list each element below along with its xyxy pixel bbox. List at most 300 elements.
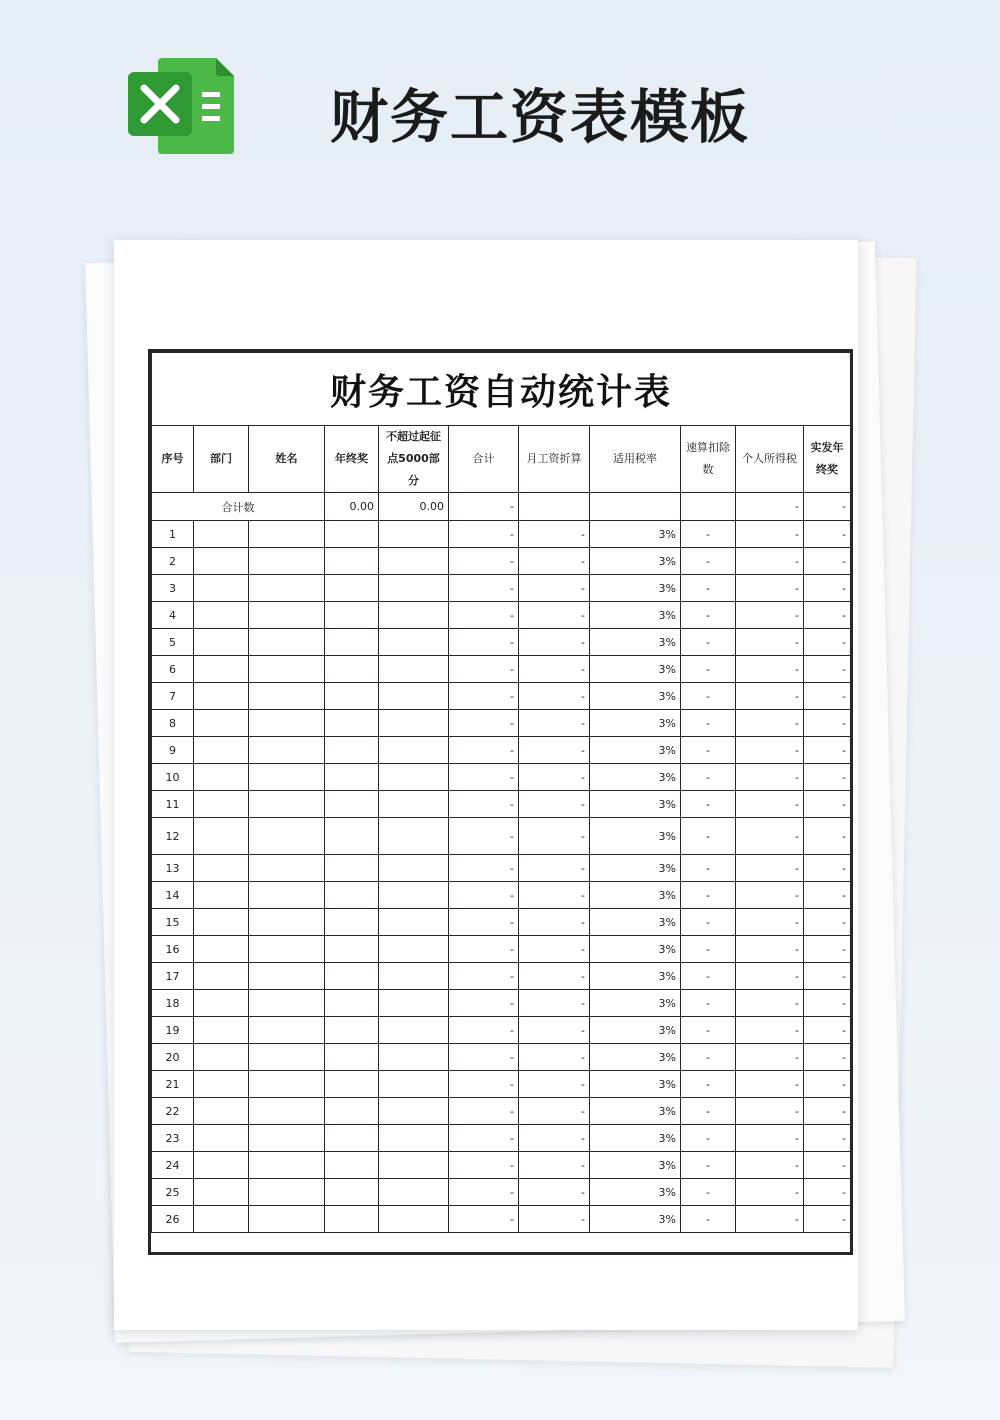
department-cell[interactable] [194,1152,249,1179]
deduction-cell[interactable]: - [681,521,736,548]
tax-rate-cell[interactable]: 3% [590,963,681,990]
income-tax-cell[interactable]: - [736,936,804,963]
income-tax-cell[interactable]: - [736,882,804,909]
name-cell[interactable] [249,1179,325,1206]
net-bonus-cell[interactable]: - [804,855,851,882]
row-number-cell[interactable]: 4 [152,602,194,629]
annual-bonus-cell[interactable] [325,548,379,575]
tax-rate-cell[interactable]: 3% [590,629,681,656]
name-cell[interactable] [249,882,325,909]
net-bonus-cell[interactable]: - [804,882,851,909]
total-cell[interactable]: - [449,575,519,602]
total-cell[interactable]: - [449,1206,519,1233]
row-number-cell[interactable]: 2 [152,548,194,575]
monthly-cell[interactable]: - [519,710,590,737]
name-cell[interactable] [249,602,325,629]
name-cell[interactable] [249,1206,325,1233]
net-bonus-cell[interactable]: - [804,1125,851,1152]
net-bonus-cell[interactable]: - [804,818,851,855]
row-number-cell[interactable]: 25 [152,1179,194,1206]
annual-bonus-cell[interactable] [325,1071,379,1098]
row-number-cell[interactable]: 11 [152,791,194,818]
tax-rate-cell[interactable]: 3% [590,710,681,737]
total-cell[interactable]: - [449,963,519,990]
table-row [152,710,851,737]
net-bonus-cell[interactable]: - [804,909,851,936]
net-bonus-cell[interactable]: - [804,656,851,683]
name-cell[interactable] [249,1098,325,1125]
row-number-cell[interactable]: 7 [152,683,194,710]
monthly-cell[interactable]: - [519,575,590,602]
deduction-cell[interactable]: - [681,764,736,791]
tax-rate-cell[interactable]: 3% [590,990,681,1017]
department-cell[interactable] [194,548,249,575]
name-cell[interactable] [249,1125,325,1152]
row-number-cell[interactable]: 21 [152,1071,194,1098]
income-tax-cell[interactable]: - [736,791,804,818]
net-bonus-cell[interactable]: - [804,791,851,818]
net-bonus-cell[interactable]: - [804,521,851,548]
below-threshold-cell[interactable] [379,1098,449,1125]
name-cell[interactable] [249,683,325,710]
deduction-cell[interactable]: - [681,1098,736,1125]
below-threshold-cell[interactable] [379,855,449,882]
total-cell[interactable]: - [449,1017,519,1044]
net-bonus-cell[interactable]: - [804,602,851,629]
net-bonus-cell[interactable]: - [804,990,851,1017]
deduction-cell[interactable]: - [681,1152,736,1179]
department-cell[interactable] [194,1125,249,1152]
tax-rate-cell[interactable]: 3% [590,791,681,818]
deduction-cell[interactable]: - [681,683,736,710]
net-bonus-cell[interactable]: - [804,1206,851,1233]
net-bonus-cell[interactable]: - [804,737,851,764]
tax-rate-cell[interactable]: 3% [590,764,681,791]
income-tax-cell[interactable]: - [736,1206,804,1233]
annual-bonus-cell[interactable] [325,963,379,990]
monthly-cell[interactable]: - [519,683,590,710]
row-number-cell[interactable]: 3 [152,575,194,602]
below-threshold-cell[interactable] [379,656,449,683]
name-cell[interactable] [249,791,325,818]
monthly-cell[interactable]: - [519,990,590,1017]
row-number-cell[interactable]: 12 [152,818,194,855]
monthly-cell[interactable]: - [519,1179,590,1206]
income-tax-cell[interactable]: - [736,656,804,683]
deduction-cell[interactable]: - [681,990,736,1017]
department-cell[interactable] [194,575,249,602]
deduction-cell[interactable]: - [681,818,736,855]
annual-bonus-cell[interactable] [325,521,379,548]
total-cell[interactable]: - [449,602,519,629]
department-cell[interactable] [194,1179,249,1206]
below-threshold-cell[interactable] [379,548,449,575]
row-number-cell[interactable]: 17 [152,963,194,990]
income-tax-cell[interactable]: - [736,575,804,602]
net-bonus-cell[interactable]: - [804,936,851,963]
row-number-cell[interactable]: 24 [152,1152,194,1179]
below-threshold-cell[interactable] [379,990,449,1017]
deduction-cell[interactable]: - [681,602,736,629]
total-cell[interactable]: - [449,629,519,656]
total-cell[interactable]: - [449,521,519,548]
below-threshold-cell[interactable] [379,602,449,629]
annual-bonus-cell[interactable] [325,855,379,882]
income-tax-cell[interactable]: - [736,1098,804,1125]
deduction-cell[interactable]: - [681,1125,736,1152]
below-threshold-cell[interactable] [379,737,449,764]
annual-bonus-cell[interactable] [325,656,379,683]
net-bonus-cell[interactable]: - [804,963,851,990]
tax-rate-cell[interactable]: 3% [590,936,681,963]
income-tax-cell[interactable]: - [736,818,804,855]
total-cell[interactable]: - [449,791,519,818]
name-cell[interactable] [249,656,325,683]
income-tax-cell[interactable]: - [736,963,804,990]
net-bonus-cell[interactable]: - [804,1152,851,1179]
name-cell[interactable] [249,963,325,990]
below-threshold-cell[interactable] [379,1044,449,1071]
department-cell[interactable] [194,990,249,1017]
deduction-cell[interactable]: - [681,909,736,936]
name-cell[interactable] [249,936,325,963]
summary-net[interactable]: - [804,493,851,521]
annual-bonus-cell[interactable] [325,737,379,764]
total-cell[interactable]: - [449,1071,519,1098]
name-cell[interactable] [249,575,325,602]
monthly-cell[interactable]: - [519,1125,590,1152]
row-number-cell[interactable]: 6 [152,656,194,683]
annual-bonus-cell[interactable] [325,629,379,656]
department-cell[interactable] [194,936,249,963]
monthly-cell[interactable]: - [519,737,590,764]
name-cell[interactable] [249,1044,325,1071]
department-cell[interactable] [194,764,249,791]
name-cell[interactable] [249,990,325,1017]
row-number-cell[interactable]: 1 [152,521,194,548]
monthly-cell[interactable]: - [519,656,590,683]
row-number-cell[interactable]: 9 [152,737,194,764]
tax-rate-cell[interactable]: 3% [590,1098,681,1125]
tax-rate-cell[interactable]: 3% [590,1125,681,1152]
row-number-cell[interactable]: 26 [152,1206,194,1233]
total-cell[interactable]: - [449,1125,519,1152]
monthly-cell[interactable]: - [519,1071,590,1098]
name-cell[interactable] [249,1071,325,1098]
below-threshold-cell[interactable] [379,936,449,963]
tax-rate-cell[interactable]: 3% [590,656,681,683]
table-row [152,855,851,882]
income-tax-cell[interactable]: - [736,1152,804,1179]
below-threshold-cell[interactable] [379,882,449,909]
net-bonus-cell[interactable]: - [804,1071,851,1098]
deduction-cell[interactable]: - [681,1206,736,1233]
total-cell[interactable]: - [449,764,519,791]
below-threshold-cell[interactable] [379,1017,449,1044]
department-cell[interactable] [194,602,249,629]
annual-bonus-cell[interactable] [325,1125,379,1152]
net-bonus-cell[interactable]: - [804,1098,851,1125]
row-number-cell[interactable]: 14 [152,882,194,909]
row-number-cell[interactable]: 23 [152,1125,194,1152]
tax-rate-cell[interactable]: 3% [590,1179,681,1206]
annual-bonus-cell[interactable] [325,936,379,963]
annual-bonus-cell[interactable] [325,575,379,602]
income-tax-cell[interactable]: - [736,764,804,791]
department-cell[interactable] [194,1206,249,1233]
annual-bonus-cell[interactable] [325,882,379,909]
department-cell[interactable] [194,1071,249,1098]
summary-annual-bonus[interactable]: 0.00 [325,493,379,521]
below-threshold-cell[interactable] [379,909,449,936]
row-number-cell[interactable]: 13 [152,855,194,882]
annual-bonus-cell[interactable] [325,764,379,791]
row-number-cell[interactable]: 5 [152,629,194,656]
total-cell[interactable]: - [449,990,519,1017]
net-bonus-cell[interactable]: - [804,683,851,710]
annual-bonus-cell[interactable] [325,1152,379,1179]
below-threshold-cell[interactable] [379,1179,449,1206]
below-threshold-cell[interactable] [379,818,449,855]
annual-bonus-cell[interactable] [325,909,379,936]
table-row [152,683,851,710]
deduction-cell[interactable]: - [681,882,736,909]
monthly-cell[interactable]: - [519,764,590,791]
deduction-cell[interactable]: - [681,629,736,656]
total-cell[interactable]: - [449,855,519,882]
department-cell[interactable] [194,855,249,882]
department-cell[interactable] [194,737,249,764]
below-threshold-cell[interactable] [379,1071,449,1098]
name-cell[interactable] [249,548,325,575]
monthly-cell[interactable]: - [519,963,590,990]
name-cell[interactable] [249,629,325,656]
annual-bonus-cell[interactable] [325,1044,379,1071]
income-tax-cell[interactable]: - [736,855,804,882]
monthly-cell[interactable]: - [519,1206,590,1233]
row-number-cell[interactable]: 18 [152,990,194,1017]
below-threshold-cell[interactable] [379,1125,449,1152]
income-tax-cell[interactable]: - [736,1044,804,1071]
below-threshold-cell[interactable] [379,629,449,656]
net-bonus-cell[interactable]: - [804,575,851,602]
total-cell[interactable]: - [449,882,519,909]
monthly-cell[interactable]: - [519,791,590,818]
income-tax-cell[interactable]: - [736,683,804,710]
income-tax-cell[interactable]: - [736,1017,804,1044]
department-cell[interactable] [194,629,249,656]
name-cell[interactable] [249,1152,325,1179]
table-row [152,936,851,963]
monthly-cell[interactable]: - [519,855,590,882]
name-cell[interactable] [249,818,325,855]
total-cell[interactable]: - [449,936,519,963]
deduction-cell[interactable]: - [681,855,736,882]
summary-total[interactable]: - [449,493,519,521]
tax-rate-cell[interactable]: 3% [590,818,681,855]
annual-bonus-cell[interactable] [325,710,379,737]
department-cell[interactable] [194,1044,249,1071]
name-cell[interactable] [249,855,325,882]
income-tax-cell[interactable]: - [736,521,804,548]
annual-bonus-cell[interactable] [325,791,379,818]
income-tax-cell[interactable]: - [736,909,804,936]
deduction-cell[interactable]: - [681,656,736,683]
summary-cell[interactable] [590,493,681,521]
tax-rate-cell[interactable]: 3% [590,909,681,936]
table-row [152,1206,851,1233]
department-cell[interactable] [194,882,249,909]
below-threshold-cell[interactable] [379,710,449,737]
annual-bonus-cell[interactable] [325,602,379,629]
deduction-cell[interactable]: - [681,548,736,575]
name-cell[interactable] [249,1017,325,1044]
total-cell[interactable]: - [449,548,519,575]
tax-rate-cell[interactable]: 3% [590,1071,681,1098]
department-cell[interactable] [194,818,249,855]
department-cell[interactable] [194,521,249,548]
monthly-cell[interactable]: - [519,1098,590,1125]
annual-bonus-cell[interactable] [325,818,379,855]
row-number-cell[interactable]: 16 [152,936,194,963]
net-bonus-cell[interactable]: - [804,548,851,575]
below-threshold-cell[interactable] [379,1152,449,1179]
total-cell[interactable]: - [449,1044,519,1071]
department-cell[interactable] [194,683,249,710]
income-tax-cell[interactable]: - [736,602,804,629]
tax-rate-cell[interactable]: 3% [590,1206,681,1233]
deduction-cell[interactable]: - [681,963,736,990]
annual-bonus-cell[interactable] [325,990,379,1017]
total-cell[interactable]: - [449,818,519,855]
name-cell[interactable] [249,764,325,791]
monthly-cell[interactable]: - [519,548,590,575]
summary-label: 合计数 [152,493,325,521]
below-threshold-cell[interactable] [379,791,449,818]
tax-rate-cell[interactable]: 3% [590,882,681,909]
income-tax-cell[interactable]: - [736,737,804,764]
total-cell[interactable]: - [449,1098,519,1125]
income-tax-cell[interactable]: - [736,548,804,575]
tax-rate-cell[interactable]: 3% [590,1152,681,1179]
name-cell[interactable] [249,710,325,737]
row-number-cell[interactable]: 20 [152,1044,194,1071]
income-tax-cell[interactable]: - [736,1179,804,1206]
monthly-cell[interactable]: - [519,521,590,548]
department-cell[interactable] [194,963,249,990]
department-cell[interactable] [194,710,249,737]
deduction-cell[interactable]: - [681,710,736,737]
below-threshold-cell[interactable] [379,683,449,710]
annual-bonus-cell[interactable] [325,1017,379,1044]
summary-cell[interactable] [519,493,590,521]
department-cell[interactable] [194,909,249,936]
monthly-cell[interactable]: - [519,818,590,855]
income-tax-cell[interactable]: - [736,1071,804,1098]
tax-rate-cell[interactable]: 3% [590,737,681,764]
department-cell[interactable] [194,1017,249,1044]
total-cell[interactable]: - [449,710,519,737]
total-cell[interactable]: - [449,1179,519,1206]
name-cell[interactable] [249,521,325,548]
row-number-cell[interactable]: 22 [152,1098,194,1125]
monthly-cell[interactable]: - [519,1017,590,1044]
name-cell[interactable] [249,737,325,764]
annual-bonus-cell[interactable] [325,1206,379,1233]
deduction-cell[interactable]: - [681,1044,736,1071]
name-cell[interactable] [249,909,325,936]
below-threshold-cell[interactable] [379,963,449,990]
department-cell[interactable] [194,656,249,683]
annual-bonus-cell[interactable] [325,1179,379,1206]
monthly-cell[interactable]: - [519,629,590,656]
monthly-cell[interactable]: - [519,602,590,629]
tax-rate-cell[interactable]: 3% [590,683,681,710]
department-cell[interactable] [194,1098,249,1125]
net-bonus-cell[interactable]: - [804,764,851,791]
summary-tax[interactable]: - [736,493,804,521]
total-cell[interactable]: - [449,1152,519,1179]
tax-rate-cell[interactable]: 3% [590,521,681,548]
row-number-cell[interactable]: 10 [152,764,194,791]
below-threshold-cell[interactable] [379,521,449,548]
monthly-cell[interactable]: - [519,1152,590,1179]
summary-cell[interactable] [681,493,736,521]
below-threshold-cell[interactable] [379,764,449,791]
below-threshold-cell[interactable] [379,1206,449,1233]
tax-rate-cell[interactable]: 3% [590,1017,681,1044]
deduction-cell[interactable]: - [681,936,736,963]
monthly-cell[interactable]: - [519,936,590,963]
tax-rate-cell[interactable]: 3% [590,1044,681,1071]
total-cell[interactable]: - [449,909,519,936]
deduction-cell[interactable]: - [681,1017,736,1044]
row-number-cell[interactable]: 8 [152,710,194,737]
total-cell[interactable]: - [449,683,519,710]
row-number-cell[interactable]: 19 [152,1017,194,1044]
monthly-cell[interactable]: - [519,1044,590,1071]
deduction-cell[interactable]: - [681,1071,736,1098]
row-number-cell[interactable]: 15 [152,909,194,936]
department-cell[interactable] [194,791,249,818]
monthly-cell[interactable]: - [519,909,590,936]
annual-bonus-cell[interactable] [325,1098,379,1125]
income-tax-cell[interactable]: - [736,710,804,737]
tax-rate-cell[interactable]: 3% [590,548,681,575]
net-bonus-cell[interactable]: - [804,1044,851,1071]
tax-rate-cell[interactable]: 3% [590,575,681,602]
tax-rate-cell[interactable]: 3% [590,602,681,629]
income-tax-cell[interactable]: - [736,990,804,1017]
income-tax-cell[interactable]: - [736,629,804,656]
net-bonus-cell[interactable]: - [804,1179,851,1206]
net-bonus-cell[interactable]: - [804,1017,851,1044]
net-bonus-cell[interactable]: - [804,629,851,656]
deduction-cell[interactable]: - [681,1179,736,1206]
deduction-cell[interactable]: - [681,791,736,818]
total-cell[interactable]: - [449,737,519,764]
annual-bonus-cell[interactable] [325,683,379,710]
income-tax-cell[interactable]: - [736,1125,804,1152]
deduction-cell[interactable]: - [681,737,736,764]
below-threshold-cell[interactable] [379,575,449,602]
monthly-cell[interactable]: - [519,882,590,909]
tax-rate-cell[interactable]: 3% [590,855,681,882]
deduction-cell[interactable]: - [681,575,736,602]
summary-below-threshold[interactable]: 0.00 [379,493,449,521]
net-bonus-cell[interactable]: - [804,710,851,737]
total-cell[interactable]: - [449,656,519,683]
